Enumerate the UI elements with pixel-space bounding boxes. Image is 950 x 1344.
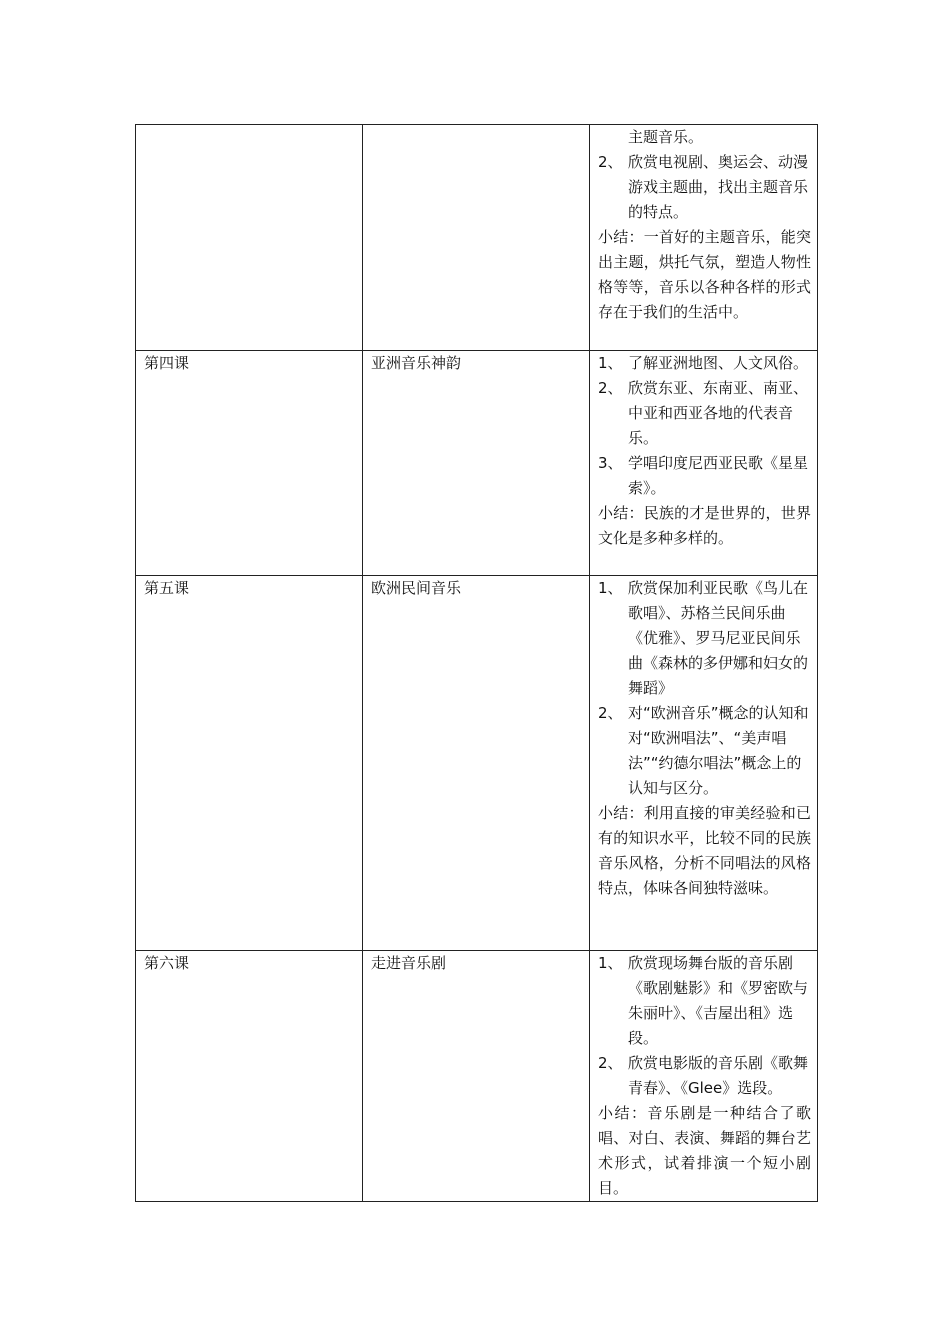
list-item-text: 了解亚洲地图、人文风俗。	[628, 354, 809, 372]
list-item-number: 2、	[598, 704, 623, 722]
lesson-content-cell	[590, 125, 818, 351]
list-item-text: 欣赏东亚、东南亚、南亚、中亚和西亚各地的代表音乐。	[628, 379, 809, 447]
list-item-text: 欣赏现场舞台版的音乐剧《歌剧魅影》和《罗密欧与朱丽叶》、《吉屋出租》选段。	[628, 954, 809, 1047]
list-item-text: 欣赏保加利亚民歌《鸟儿在歌唱》、苏格兰民间乐曲《优雅》、罗马尼亚民间乐曲《森林的多伊娜和妇女的舞蹈》	[628, 579, 809, 697]
lesson-content-cell	[590, 951, 818, 1202]
lesson-summary: 小结：一首好的主题音乐，能突出主题，烘托气氛，塑造人物性格等等，音乐以各种各样的形式存在于我们的生活中。	[598, 228, 811, 321]
table-row	[136, 951, 818, 1202]
lesson-number-cell: 第六课	[136, 951, 363, 1202]
lesson-title-cell: 欧洲民间音乐	[363, 576, 590, 951]
lesson-table	[135, 124, 818, 1202]
table-row	[136, 351, 818, 576]
list-item	[598, 951, 811, 1051]
lesson-number-cell: 第五课	[136, 576, 363, 951]
list-item	[598, 1051, 811, 1101]
lesson-title-cell	[363, 125, 590, 351]
lesson-content-cell	[590, 576, 818, 951]
lesson-number-cell	[136, 125, 363, 351]
list-item-number: 2、	[598, 153, 623, 171]
list-item-number: 2、	[598, 1054, 623, 1072]
list-item	[598, 576, 811, 701]
lesson-summary: 小结：民族的才是世界的，世界文化是多种多样的。	[598, 504, 811, 547]
list-item-number: 2、	[598, 379, 623, 397]
list-item	[598, 150, 811, 225]
table-row	[136, 125, 818, 351]
list-item-number: 1、	[598, 579, 623, 597]
lesson-summary: 小结：利用直接的审美经验和已有的知识水平，比较不同的民族音乐风格，分析不同唱法的风格特点，体味各间独特滋味。	[598, 804, 811, 897]
lesson-title-cell: 亚洲音乐神韵	[363, 351, 590, 576]
table-row	[136, 576, 818, 951]
lesson-title-cell: 走进音乐剧	[363, 951, 590, 1202]
list-item-number: 3、	[598, 454, 623, 472]
list-item-text: 学唱印度尼西亚民歌《星星索》。	[628, 454, 809, 497]
list-item-text: 对“欧洲音乐”概念的认知和对“欧洲唱法”、“美声唱法”“约德尔唱法”概念上的认知与区分。	[628, 704, 809, 797]
list-item-text: 欣赏电影版的音乐剧《歌舞青春》、《Glee》选段。	[628, 1054, 809, 1097]
lesson-summary: 小结：音乐剧是一种结合了歌唱、对白、表演、舞蹈的舞台艺术形式，试着排演一个短小剧目。	[598, 1104, 811, 1197]
list-item	[598, 701, 811, 801]
lesson-content-cell	[590, 351, 818, 576]
list-item-number: 1、	[598, 954, 623, 972]
list-item-text: 欣赏电视剧、奥运会、动漫游戏主题曲，找出主题音乐的特点。	[628, 153, 809, 221]
list-item	[598, 351, 811, 376]
list-item-continuation: 主题音乐。	[628, 128, 704, 146]
list-item	[598, 451, 811, 501]
lesson-number-cell: 第四课	[136, 351, 363, 576]
list-item	[598, 376, 811, 451]
list-item-number: 1、	[598, 354, 623, 372]
